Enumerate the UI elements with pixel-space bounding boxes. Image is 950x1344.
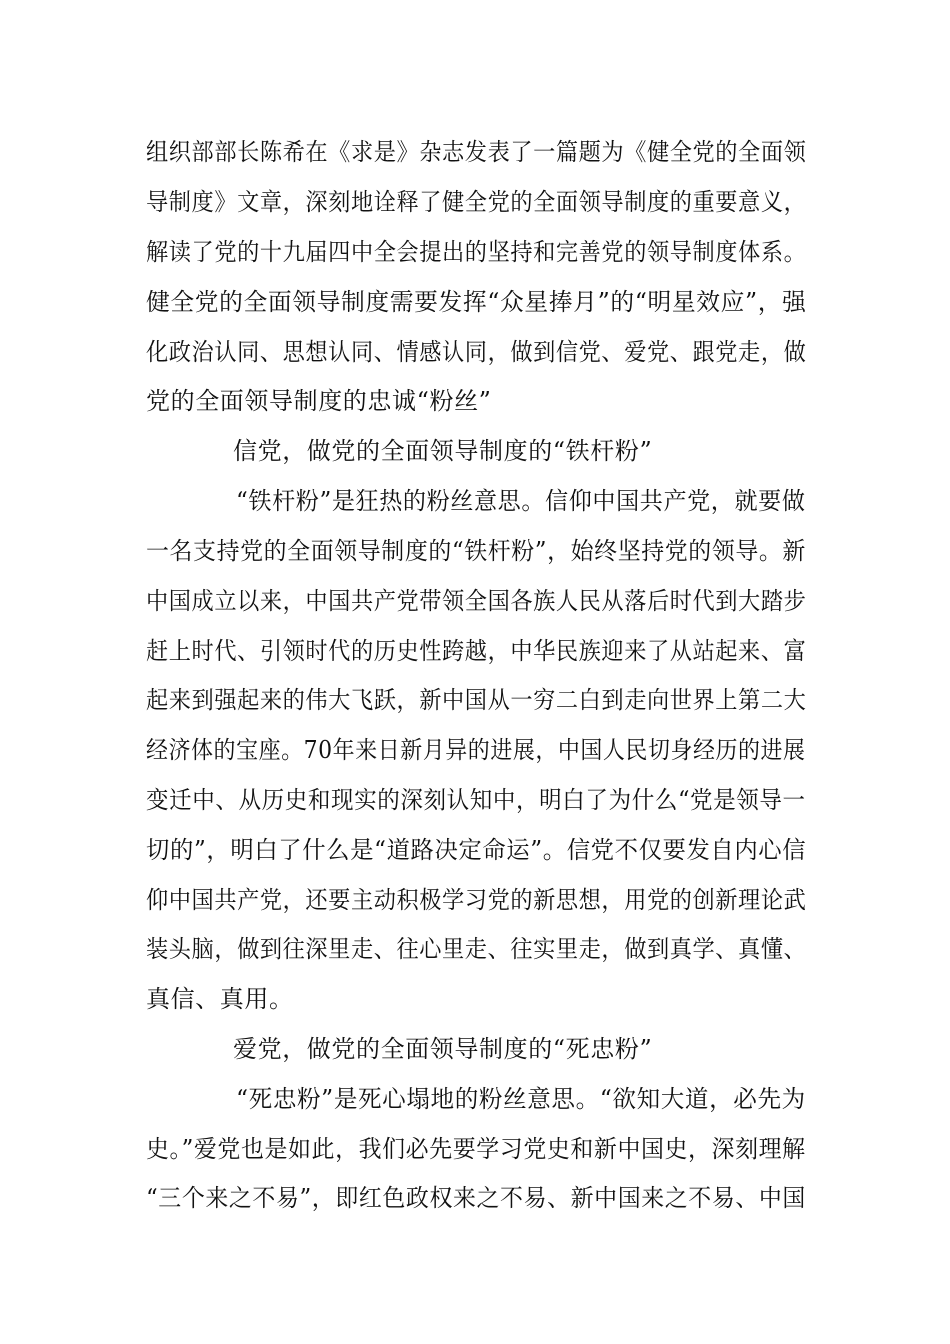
text-line: 起来到强起来的伟大飞跃，新中国从一穷二白到走向世界上第二大 [146, 686, 807, 714]
section-heading: 爱党，做党的全面领导制度的“死忠粉” [233, 1035, 653, 1063]
text-line: 党的全面领导制度的忠诚“粉丝” [146, 387, 492, 415]
text-line: 赶上时代、引领时代的历史性跨越，中华民族迎来了从站起来、富 [146, 637, 807, 665]
text-line: 中国成立以来，中国共产党带领全国各族人民从落后时代到大踏步 [146, 587, 807, 615]
text-line: 解读了党的十九届四中全会提出的坚持和完善党的领导制度体系。 [146, 238, 807, 266]
text-line: 仰中国共产党，还要主动积极学习党的新思想，用党的创新理论武 [146, 886, 807, 914]
text-line: 史。”爱党也是如此，我们必先要学习党史和新中国史，深刻理解 [146, 1135, 806, 1163]
text-line: “死忠粉”是死心塌地的粉丝意思。“欲知大道，必先为 [236, 1085, 806, 1113]
text-line: 变迁中、从历史和现实的深刻认知中，明白了为什么“党是领导一 [146, 786, 806, 814]
text-line: “三个来之不易”，即红色政权来之不易、新中国来之不易、中国 [146, 1184, 806, 1212]
text-line: 切的”，明白了什么是“道路决定命运”。信党不仅要发自内心信 [146, 836, 807, 864]
section-heading: 信党，做党的全面领导制度的“铁杆粉” [233, 437, 653, 465]
text-line: 化政治认同、思想认同、情感认同，做到信党、爱党、跟党走，做 [146, 338, 807, 366]
text-line: 经济体的宝座。70年来日新月异的进展，中国人民切身经历的进展 [146, 736, 806, 764]
text-line: 组织部部长陈希在《求是》杂志发表了一篇题为《健全党的全面领 [146, 138, 807, 166]
text-line: 健全党的全面领导制度需要发挥“众星捧月”的“明星效应”，强 [146, 288, 807, 316]
text-line: 导制度》文章，深刻地诠释了健全党的全面领导制度的重要意义， [146, 188, 807, 216]
text-line: 装头脑，做到往深里走、往心里走、往实里走，做到真学、真懂、 [146, 935, 807, 963]
text-line: “铁杆粉”是狂热的粉丝意思。信仰中国共产党，就要做 [236, 487, 806, 515]
text-line: 真信、真用。 [146, 985, 294, 1013]
text-line: 一名支持党的全面领导制度的“铁杆粉”，始终坚持党的领导。新 [146, 537, 806, 565]
